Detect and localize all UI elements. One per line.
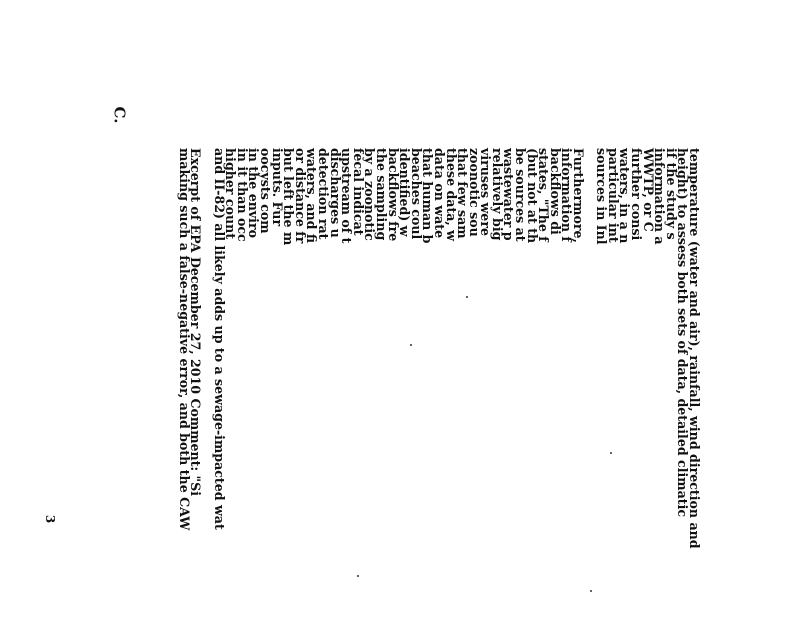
paragraph-1 xyxy=(596,148,700,628)
text-line: in the enviro xyxy=(246,148,262,239)
scan-speck xyxy=(357,575,359,577)
text-line: but left the m xyxy=(281,148,297,246)
text-line: (but not at th xyxy=(524,148,540,244)
text-line: upstream of t xyxy=(339,148,355,244)
text-line: Furthermore, xyxy=(571,148,587,243)
text-line: that few sam xyxy=(455,148,471,239)
excerpt-heading xyxy=(176,148,204,628)
text-line: or distance fr xyxy=(292,148,308,244)
text-line: higher count xyxy=(223,148,239,240)
page-number: 3 xyxy=(43,514,58,524)
scan-speck xyxy=(466,296,468,298)
text-line: wastewater p xyxy=(501,148,517,241)
text-line: by a zoonotic xyxy=(362,148,378,241)
text-line: information f xyxy=(559,148,575,242)
text-line: waters, and fi xyxy=(304,148,320,243)
text-line: in it than occ xyxy=(234,148,250,242)
text-line: data on wate xyxy=(431,148,447,239)
text-line: relatively big xyxy=(489,148,505,241)
text-line: waters, in a n xyxy=(617,148,633,244)
section-label: C. xyxy=(110,106,129,124)
text-line: backflows di xyxy=(547,148,563,235)
text-line: states, "The f xyxy=(536,148,552,242)
text-line: discharges u xyxy=(327,148,343,238)
rotated-text-block xyxy=(80,148,700,628)
text-line: temperature (water and air), rainfall, wind direction and xyxy=(687,148,702,549)
text-line: particular int xyxy=(605,148,621,243)
text-line: sources in Inl xyxy=(594,148,610,245)
text-line: inputs. Fur xyxy=(269,148,285,227)
text-line: be sources at xyxy=(513,148,529,242)
text-line: fecal indicat xyxy=(350,148,366,236)
text-line: oocysts com xyxy=(258,148,274,234)
scan-speck xyxy=(610,452,612,454)
text-line: that human b xyxy=(420,148,436,244)
paragraph-2 xyxy=(211,148,587,628)
text-line: identified) w xyxy=(397,148,413,237)
text-line: beaches coul xyxy=(408,148,424,240)
text-line: these data, w xyxy=(443,148,459,242)
text-line: further consi xyxy=(629,148,645,241)
text-line: backflows fre xyxy=(385,148,401,242)
text-line: if the study s xyxy=(663,148,679,240)
text-line: viruses were xyxy=(478,148,494,236)
text-line: making such a false-negative error, and both the CAW xyxy=(176,148,192,531)
text-line: WWTP, or C xyxy=(640,148,656,232)
text-line: detection rat xyxy=(316,148,331,240)
text-line: zoonotic sou xyxy=(466,148,482,237)
scan-speck xyxy=(590,590,592,592)
text-line: height) to assess both sets of data, detailed climatic xyxy=(675,148,691,518)
scan-speck xyxy=(410,344,412,346)
text-line: information a xyxy=(652,148,668,245)
text-line: the sampling xyxy=(373,148,389,241)
text-line: Excerpt of EPA December 27, 2010 Comment: "Si xyxy=(188,148,204,496)
text-line: and II-82) all likely adds up to a sewage-impacted wat xyxy=(211,148,227,530)
